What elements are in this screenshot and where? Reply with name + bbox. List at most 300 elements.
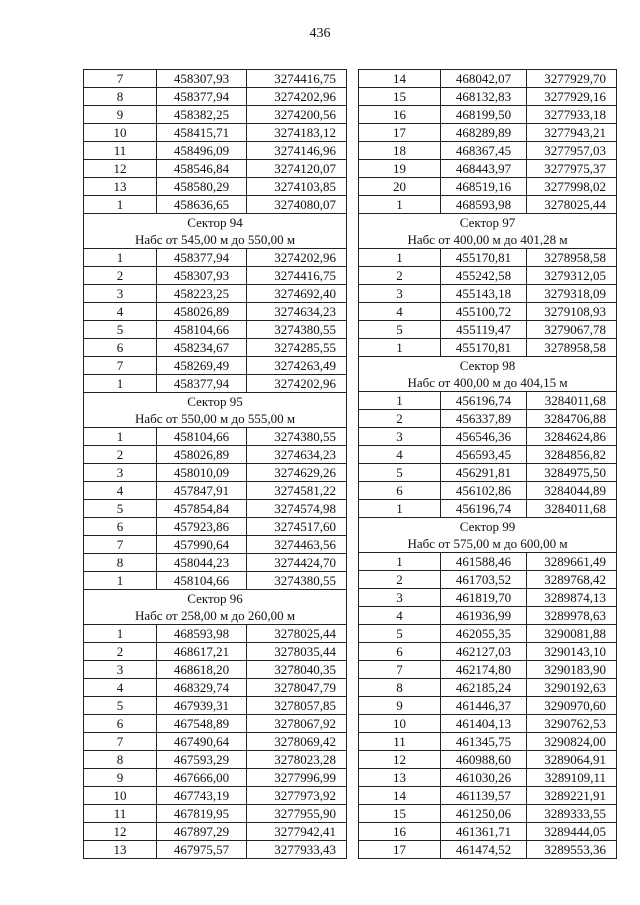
x-coordinate-cell: 458307,93 — [157, 267, 247, 285]
point-number-cell: 16 — [359, 106, 441, 124]
table-row — [359, 482, 617, 500]
x-coordinate-cell: 468289,89 — [441, 124, 527, 142]
y-coordinate-cell: 3289978,63 — [527, 607, 617, 625]
x-coordinate-cell: 461819,70 — [441, 589, 527, 607]
x-coordinate-cell: 461474,52 — [441, 841, 527, 859]
table-row — [84, 321, 347, 339]
table-row — [359, 106, 617, 124]
y-coordinate-cell: 3278025,44 — [527, 196, 617, 214]
x-coordinate-cell: 458307,93 — [157, 70, 247, 88]
y-coordinate-cell: 3278040,35 — [247, 661, 347, 679]
point-number-cell: 6 — [84, 339, 157, 357]
y-coordinate-cell: 3274080,07 — [247, 196, 347, 214]
sector-header — [359, 518, 617, 553]
table-row — [359, 769, 617, 787]
y-coordinate-cell: 3277929,70 — [527, 70, 617, 88]
x-coordinate-cell: 467593,29 — [157, 751, 247, 769]
y-coordinate-cell: 3278958,58 — [527, 249, 617, 267]
table-row — [359, 160, 617, 178]
point-number-cell: 13 — [84, 841, 157, 859]
x-coordinate-cell: 461345,75 — [441, 733, 527, 751]
table-row — [84, 285, 347, 303]
table-row — [84, 625, 347, 643]
y-coordinate-cell: 3284856,82 — [527, 446, 617, 464]
sector-height-range: Набс от 400,00 м до 401,28 м — [407, 232, 568, 247]
x-coordinate-cell: 461250,06 — [441, 805, 527, 823]
y-coordinate-cell: 3274634,23 — [247, 303, 347, 321]
x-coordinate-cell: 468042,07 — [441, 70, 527, 88]
point-number-cell: 13 — [84, 178, 157, 196]
x-coordinate-cell: 458104,66 — [157, 572, 247, 590]
y-coordinate-cell: 3290824,00 — [527, 733, 617, 751]
x-coordinate-cell: 458636,65 — [157, 196, 247, 214]
point-number-cell: 7 — [359, 661, 441, 679]
table-row — [359, 571, 617, 589]
y-coordinate-cell: 3290183,90 — [527, 661, 617, 679]
x-coordinate-cell: 456102,86 — [441, 482, 527, 500]
point-number-cell: 7 — [84, 70, 157, 88]
point-number-cell: 1 — [359, 500, 441, 518]
x-coordinate-cell: 458546,84 — [157, 160, 247, 178]
y-coordinate-cell: 3278023,28 — [247, 751, 347, 769]
table-row — [359, 715, 617, 733]
table-row — [84, 70, 347, 88]
x-coordinate-cell: 467490,64 — [157, 733, 247, 751]
table-row — [84, 751, 347, 769]
point-number-cell: 9 — [84, 106, 157, 124]
x-coordinate-cell: 462174,80 — [441, 661, 527, 679]
y-coordinate-cell: 3274629,26 — [247, 464, 347, 482]
x-coordinate-cell: 458377,94 — [157, 249, 247, 267]
point-number-cell: 18 — [359, 142, 441, 160]
point-number-cell: 14 — [359, 787, 441, 805]
point-number-cell: 9 — [359, 697, 441, 715]
table-row — [359, 321, 617, 339]
point-number-cell: 3 — [84, 285, 157, 303]
point-number-cell: 1 — [84, 625, 157, 643]
y-coordinate-cell: 3274146,96 — [247, 142, 347, 160]
table-row — [84, 554, 347, 572]
point-number-cell: 2 — [359, 410, 441, 428]
table-row — [359, 88, 617, 106]
point-number-cell: 1 — [84, 375, 157, 393]
y-coordinate-cell: 3290081,88 — [527, 625, 617, 643]
sector-height-range: Набс от 545,00 м до 550,00 м — [134, 232, 296, 247]
table-row — [84, 643, 347, 661]
sector-height-range: Набс от 400,00 м до 404,15 м — [407, 375, 568, 390]
table-row — [359, 805, 617, 823]
point-number-cell: 8 — [359, 679, 441, 697]
y-coordinate-cell: 3274120,07 — [247, 160, 347, 178]
sector-title: Сектор 96 — [187, 591, 243, 606]
table-row — [84, 249, 347, 267]
y-coordinate-cell: 3277975,37 — [527, 160, 617, 178]
point-number-cell: 5 — [84, 321, 157, 339]
point-number-cell: 1 — [84, 572, 157, 590]
point-number-cell: 11 — [84, 142, 157, 160]
table-row — [84, 142, 347, 160]
y-coordinate-cell: 3274416,75 — [247, 267, 347, 285]
y-coordinate-cell: 3290762,53 — [527, 715, 617, 733]
table-row — [359, 303, 617, 321]
sector-header — [84, 393, 347, 428]
sector-height-range: Набс от 258,00 м до 260,00 м — [134, 608, 296, 623]
point-number-cell: 11 — [84, 805, 157, 823]
point-number-cell: 4 — [84, 679, 157, 697]
x-coordinate-cell: 468593,98 — [441, 196, 527, 214]
x-coordinate-cell: 467975,57 — [157, 841, 247, 859]
x-coordinate-cell: 468443,97 — [441, 160, 527, 178]
y-coordinate-cell: 3277942,41 — [247, 823, 347, 841]
x-coordinate-cell: 458026,89 — [157, 446, 247, 464]
y-coordinate-cell: 3274202,96 — [247, 88, 347, 106]
point-number-cell: 1 — [359, 339, 441, 357]
point-number-cell: 4 — [359, 446, 441, 464]
point-number-cell: 1 — [359, 196, 441, 214]
table-row — [359, 410, 617, 428]
table-row — [84, 769, 347, 787]
x-coordinate-cell: 456337,89 — [441, 410, 527, 428]
y-coordinate-cell: 3278025,44 — [247, 625, 347, 643]
point-number-cell: 17 — [359, 841, 441, 859]
y-coordinate-cell: 3289553,36 — [527, 841, 617, 859]
x-coordinate-cell: 455242,58 — [441, 267, 527, 285]
x-coordinate-cell: 458010,09 — [157, 464, 247, 482]
table-row — [359, 823, 617, 841]
x-coordinate-cell: 456196,74 — [441, 500, 527, 518]
x-coordinate-cell: 468132,83 — [441, 88, 527, 106]
sector-title: Сектор 95 — [187, 394, 243, 409]
point-number-cell: 6 — [84, 715, 157, 733]
x-coordinate-cell: 468367,45 — [441, 142, 527, 160]
table-row — [359, 70, 617, 88]
page-number: 436 — [309, 26, 331, 41]
y-coordinate-cell: 3277955,90 — [247, 805, 347, 823]
point-number-cell: 2 — [84, 643, 157, 661]
table-row — [359, 679, 617, 697]
y-coordinate-cell: 3289661,49 — [527, 553, 617, 571]
y-coordinate-cell: 3289221,91 — [527, 787, 617, 805]
table-row — [84, 518, 347, 536]
x-coordinate-cell: 455119,47 — [441, 321, 527, 339]
x-coordinate-cell: 457847,91 — [157, 482, 247, 500]
point-number-cell: 12 — [84, 823, 157, 841]
sector-header-row — [359, 518, 617, 553]
point-number-cell: 14 — [359, 70, 441, 88]
point-number-cell: 4 — [359, 303, 441, 321]
table-row — [84, 339, 347, 357]
point-number-cell: 7 — [84, 536, 157, 554]
point-number-cell: 7 — [84, 357, 157, 375]
point-number-cell: 16 — [359, 823, 441, 841]
table-row — [359, 196, 617, 214]
table-row — [84, 697, 347, 715]
point-number-cell: 12 — [359, 751, 441, 769]
y-coordinate-cell: 3289444,05 — [527, 823, 617, 841]
table-row — [84, 823, 347, 841]
point-number-cell: 6 — [84, 518, 157, 536]
table-row — [84, 196, 347, 214]
y-coordinate-cell: 3284044,89 — [527, 482, 617, 500]
y-coordinate-cell: 3278035,44 — [247, 643, 347, 661]
x-coordinate-cell: 456546,36 — [441, 428, 527, 446]
coordinates-table-right — [358, 69, 617, 859]
point-number-cell: 2 — [84, 446, 157, 464]
point-number-cell: 4 — [84, 303, 157, 321]
point-number-cell: 20 — [359, 178, 441, 196]
table-row — [84, 715, 347, 733]
y-coordinate-cell: 3277996,99 — [247, 769, 347, 787]
table-row — [84, 267, 347, 285]
y-coordinate-cell: 3277957,03 — [527, 142, 617, 160]
sector-title: Сектор 98 — [459, 358, 516, 373]
y-coordinate-cell: 3277998,02 — [527, 178, 617, 196]
x-coordinate-cell: 458496,09 — [157, 142, 247, 160]
x-coordinate-cell: 468199,50 — [441, 106, 527, 124]
point-number-cell: 19 — [359, 160, 441, 178]
y-coordinate-cell: 3274424,70 — [247, 554, 347, 572]
table-row — [359, 446, 617, 464]
x-coordinate-cell: 457923,86 — [157, 518, 247, 536]
point-number-cell: 8 — [84, 554, 157, 572]
x-coordinate-cell: 460988,60 — [441, 751, 527, 769]
x-coordinate-cell: 461936,99 — [441, 607, 527, 625]
point-number-cell: 15 — [359, 805, 441, 823]
x-coordinate-cell: 462127,03 — [441, 643, 527, 661]
table-row — [359, 428, 617, 446]
point-number-cell: 9 — [84, 769, 157, 787]
table-row — [84, 572, 347, 590]
table-row — [84, 482, 347, 500]
point-number-cell: 11 — [359, 733, 441, 751]
sector-header — [84, 590, 347, 625]
y-coordinate-cell: 3274574,98 — [247, 500, 347, 518]
point-number-cell: 4 — [359, 607, 441, 625]
table-body — [359, 70, 617, 859]
x-coordinate-cell: 461446,37 — [441, 697, 527, 715]
table-row — [359, 697, 617, 715]
point-number-cell: 10 — [84, 124, 157, 142]
point-number-cell: 3 — [359, 428, 441, 446]
table-row — [359, 787, 617, 805]
table-row — [84, 841, 347, 859]
table-row — [84, 428, 347, 446]
y-coordinate-cell: 3274103,85 — [247, 178, 347, 196]
x-coordinate-cell: 456291,81 — [441, 464, 527, 482]
y-coordinate-cell: 3274517,60 — [247, 518, 347, 536]
sector-header-row — [84, 590, 347, 625]
y-coordinate-cell: 3284011,68 — [527, 500, 617, 518]
point-number-cell: 5 — [84, 500, 157, 518]
table-row — [359, 339, 617, 357]
point-number-cell: 5 — [359, 464, 441, 482]
table-row — [359, 751, 617, 769]
point-number-cell: 8 — [84, 88, 157, 106]
x-coordinate-cell: 462055,35 — [441, 625, 527, 643]
table-row — [359, 464, 617, 482]
point-number-cell: 1 — [84, 428, 157, 446]
table-row — [359, 733, 617, 751]
sector-header — [359, 357, 617, 392]
y-coordinate-cell: 3274183,12 — [247, 124, 347, 142]
y-coordinate-cell: 3279108,93 — [527, 303, 617, 321]
table-row — [84, 160, 347, 178]
point-number-cell: 6 — [359, 643, 441, 661]
sector-title: Сектор 99 — [459, 519, 516, 534]
table-row — [359, 285, 617, 303]
table-row — [84, 88, 347, 106]
x-coordinate-cell: 457854,84 — [157, 500, 247, 518]
x-coordinate-cell: 458382,25 — [157, 106, 247, 124]
y-coordinate-cell: 3278047,79 — [247, 679, 347, 697]
table-row — [84, 106, 347, 124]
x-coordinate-cell: 455100,72 — [441, 303, 527, 321]
table-row — [84, 464, 347, 482]
y-coordinate-cell: 3278057,85 — [247, 697, 347, 715]
y-coordinate-cell: 3274463,56 — [247, 536, 347, 554]
y-coordinate-cell: 3284624,86 — [527, 428, 617, 446]
table-body — [84, 70, 347, 859]
x-coordinate-cell: 456196,74 — [441, 392, 527, 410]
y-coordinate-cell: 3274380,55 — [247, 428, 347, 446]
point-number-cell: 12 — [84, 160, 157, 178]
table-row — [359, 267, 617, 285]
point-number-cell: 1 — [84, 249, 157, 267]
y-coordinate-cell: 3290970,60 — [527, 697, 617, 715]
table-row — [359, 553, 617, 571]
table-row — [84, 733, 347, 751]
point-number-cell: 10 — [84, 787, 157, 805]
sector-header — [84, 214, 347, 249]
y-coordinate-cell: 3289064,91 — [527, 751, 617, 769]
point-number-cell: 2 — [84, 267, 157, 285]
y-coordinate-cell: 3279318,09 — [527, 285, 617, 303]
point-number-cell: 17 — [359, 124, 441, 142]
table-row — [84, 303, 347, 321]
table-row — [359, 178, 617, 196]
table-row — [84, 375, 347, 393]
y-coordinate-cell: 3274285,55 — [247, 339, 347, 357]
y-coordinate-cell: 3274416,75 — [247, 70, 347, 88]
sector-header-row — [359, 357, 617, 392]
y-coordinate-cell: 3290143,10 — [527, 643, 617, 661]
table-row — [359, 142, 617, 160]
table-row — [84, 178, 347, 196]
y-coordinate-cell: 3290192,63 — [527, 679, 617, 697]
x-coordinate-cell: 461703,52 — [441, 571, 527, 589]
sector-header-row — [84, 214, 347, 249]
point-number-cell: 13 — [359, 769, 441, 787]
table-row — [359, 392, 617, 410]
x-coordinate-cell: 461361,71 — [441, 823, 527, 841]
sector-header-row — [84, 393, 347, 428]
table-row — [84, 787, 347, 805]
point-number-cell: 3 — [84, 464, 157, 482]
y-coordinate-cell: 3289333,55 — [527, 805, 617, 823]
y-coordinate-cell: 3278958,58 — [527, 339, 617, 357]
x-coordinate-cell: 458377,94 — [157, 375, 247, 393]
table-row — [84, 446, 347, 464]
x-coordinate-cell: 467548,89 — [157, 715, 247, 733]
y-coordinate-cell: 3277973,92 — [247, 787, 347, 805]
sector-height-range: Набс от 575,00 м до 600,00 м — [407, 536, 568, 551]
table-row — [359, 500, 617, 518]
y-coordinate-cell: 3274380,55 — [247, 321, 347, 339]
table-row — [359, 589, 617, 607]
x-coordinate-cell: 468593,98 — [157, 625, 247, 643]
table-row — [84, 679, 347, 697]
y-coordinate-cell: 3277933,18 — [527, 106, 617, 124]
point-number-cell: 7 — [84, 733, 157, 751]
y-coordinate-cell: 3274380,55 — [247, 572, 347, 590]
table-row — [359, 607, 617, 625]
y-coordinate-cell: 3289109,11 — [527, 769, 617, 787]
table-row — [84, 805, 347, 823]
x-coordinate-cell: 455170,81 — [441, 249, 527, 267]
point-number-cell: 2 — [359, 571, 441, 589]
point-number-cell: 1 — [359, 392, 441, 410]
x-coordinate-cell: 458415,71 — [157, 124, 247, 142]
x-coordinate-cell: 455170,81 — [441, 339, 527, 357]
point-number-cell: 1 — [359, 249, 441, 267]
x-coordinate-cell: 458234,67 — [157, 339, 247, 357]
y-coordinate-cell: 3274581,22 — [247, 482, 347, 500]
y-coordinate-cell: 3274202,96 — [247, 249, 347, 267]
y-coordinate-cell: 3277943,21 — [527, 124, 617, 142]
x-coordinate-cell: 468329,74 — [157, 679, 247, 697]
table-row — [359, 841, 617, 859]
point-number-cell: 6 — [359, 482, 441, 500]
y-coordinate-cell: 3278069,42 — [247, 733, 347, 751]
y-coordinate-cell: 3277929,16 — [527, 88, 617, 106]
y-coordinate-cell: 3274634,23 — [247, 446, 347, 464]
table-row — [84, 661, 347, 679]
x-coordinate-cell: 456593,45 — [441, 446, 527, 464]
x-coordinate-cell: 458269,49 — [157, 357, 247, 375]
point-number-cell: 3 — [84, 661, 157, 679]
x-coordinate-cell: 467819,95 — [157, 805, 247, 823]
x-coordinate-cell: 468618,20 — [157, 661, 247, 679]
point-number-cell: 5 — [359, 625, 441, 643]
x-coordinate-cell: 467666,00 — [157, 769, 247, 787]
coordinates-table-left — [83, 69, 347, 859]
y-coordinate-cell: 3274200,56 — [247, 106, 347, 124]
point-number-cell: 3 — [359, 285, 441, 303]
point-number-cell: 5 — [359, 321, 441, 339]
table-row — [359, 625, 617, 643]
x-coordinate-cell: 461030,26 — [441, 769, 527, 787]
point-number-cell: 4 — [84, 482, 157, 500]
x-coordinate-cell: 458104,66 — [157, 321, 247, 339]
point-number-cell: 5 — [84, 697, 157, 715]
y-coordinate-cell: 3274692,40 — [247, 285, 347, 303]
x-coordinate-cell: 458026,89 — [157, 303, 247, 321]
x-coordinate-cell: 467939,31 — [157, 697, 247, 715]
table-row — [359, 661, 617, 679]
point-number-cell: 2 — [359, 267, 441, 285]
x-coordinate-cell: 467743,19 — [157, 787, 247, 805]
x-coordinate-cell: 457990,64 — [157, 536, 247, 554]
table-row — [359, 249, 617, 267]
sector-header-row — [359, 214, 617, 249]
y-coordinate-cell: 3278067,92 — [247, 715, 347, 733]
x-coordinate-cell: 458580,29 — [157, 178, 247, 196]
y-coordinate-cell: 3277933,43 — [247, 841, 347, 859]
y-coordinate-cell: 3284975,50 — [527, 464, 617, 482]
sector-title: Сектор 97 — [459, 215, 516, 230]
x-coordinate-cell: 458044,23 — [157, 554, 247, 572]
point-number-cell: 10 — [359, 715, 441, 733]
